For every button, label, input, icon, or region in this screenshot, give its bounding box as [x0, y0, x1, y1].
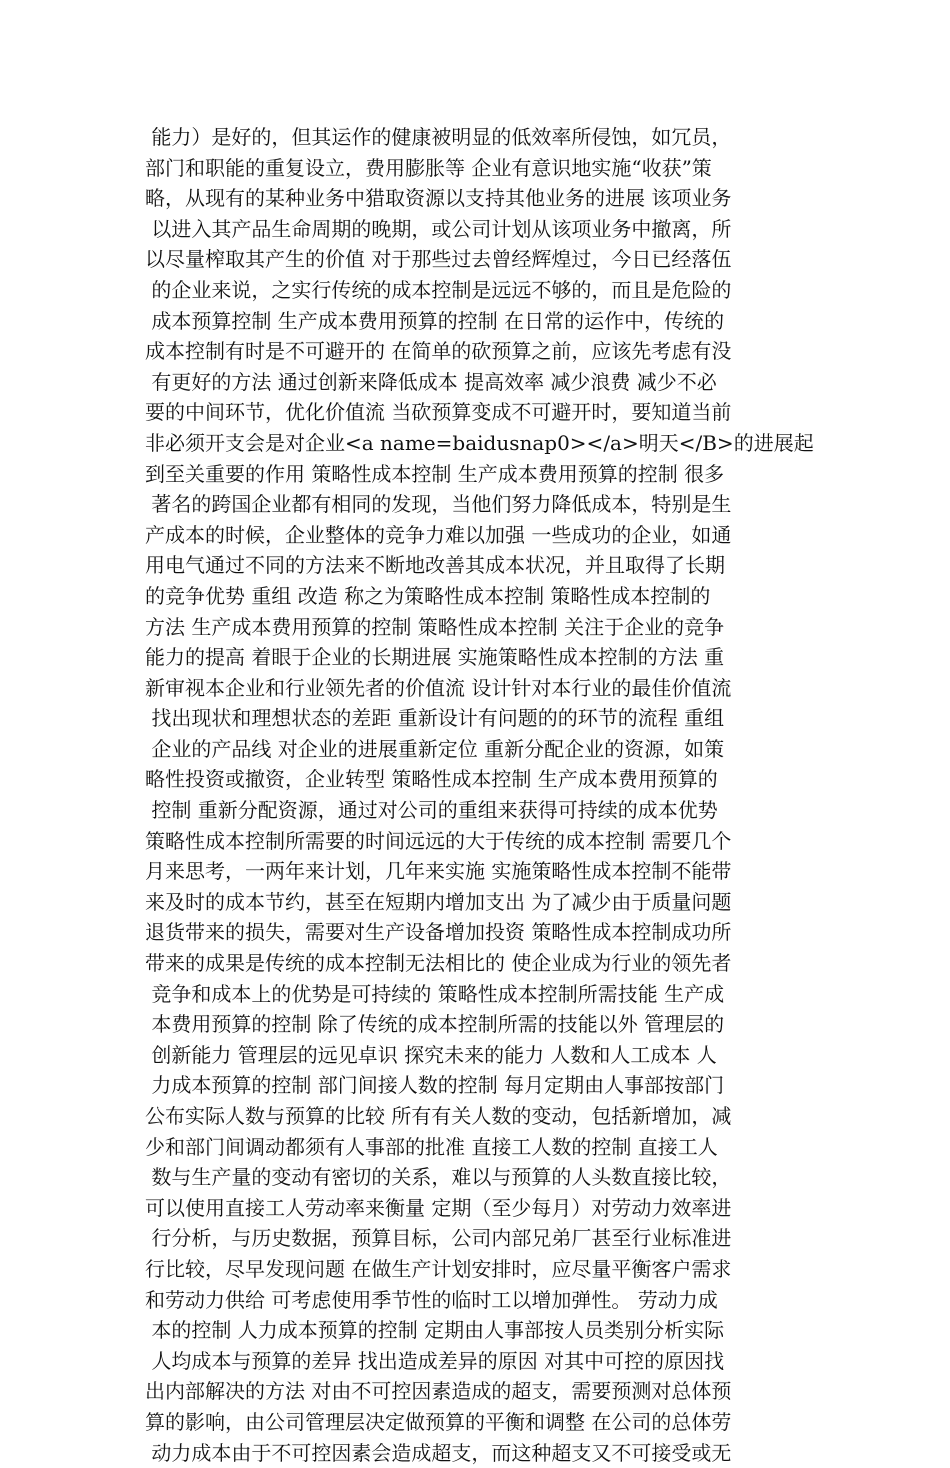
text-line: 行比较，尽早发现问题 在做生产计划安排时，应尽量平衡客户需求 — [145, 1256, 732, 1281]
text-line: 以进入其产品生命周期的晚期，或公司计划从该项业务中撤离，所 — [145, 216, 732, 241]
text-line: 用电气通过不同的方法来不断地改善其成本状况，并且取得了长期 — [145, 553, 725, 578]
text-line: 部门和职能的重复设立，费用膨胀等 企业有意识地实施“收获”策 — [145, 155, 712, 180]
text-line: 来及时的成本节约，甚至在短期内增加支出 为了减少由于质量问题 — [145, 889, 732, 914]
text-line: 可以使用直接工人劳动率来衡量 定期（至少每月）对劳动力效率进 — [145, 1195, 732, 1220]
text-line: 成本控制有时是不可避开的 在简单的砍预算之前，应该先考虑有没 — [145, 339, 732, 364]
text-line: 创新能力 管理层的远见卓识 探究未来的能力 人数和人工成本 人 — [145, 1042, 717, 1067]
text-line: 算的影响，由公司管理层决定做预算的平衡和调整 在公司的总体劳 — [145, 1409, 732, 1434]
text-line: 找出现状和理想状态的差距 重新设计有问题的的环节的流程 重组 — [145, 706, 725, 731]
text-line: 以尽量榨取其产生的价值 对于那些过去曾经辉煌过，今日已经落伍 — [145, 247, 732, 272]
text-line: 能力）是好的，但其运作的健康被明显的低效率所侵蚀，如冗员， — [145, 125, 732, 149]
text-line: 人均成本与预算的差异 找出造成差异的原因 对其中可控的原因找 — [145, 1348, 725, 1373]
text-line: 产成本的时候，企业整体的竞争力难以加强 一些成功的企业，如通 — [145, 522, 732, 547]
text-line: 方法 生产成本费用预算的控制 策略性成本控制 关注于企业的竞争 — [145, 614, 725, 639]
text-line: 公布实际人数与预算的比较 所有有关人数的变动，包括新增加，减 — [145, 1104, 732, 1128]
text-line: 和劳动力供给 可考虑使用季节性的临时工以增加弹性。 劳动力成 — [145, 1287, 718, 1312]
text-line: 略性投资或撤资，企业转型 策略性成本控制 生产成本费用预算的 — [145, 767, 718, 792]
text-line: 数与生产量的变动有密切的关系，难以与预算的人头数直接比较， — [145, 1165, 732, 1190]
text-line: 力成本预算的控制 部门间接人数的控制 每月定期由人事部按部门 — [145, 1073, 725, 1098]
text-line: 企业的产品线 对企业的进展重新定位 重新分配企业的资源，如策 — [145, 736, 725, 761]
text-line: 动力成本由于不可控因素会造成超支，而这种超支又不可接受或无 — [145, 1440, 732, 1465]
text-line: 的竞争优势 重组 改造 称之为策略性成本控制 策略性成本控制的 — [145, 583, 711, 608]
text-line: 竞争和成本上的优势是可持续的 策略性成本控制所需技能 生产成 — [145, 981, 725, 1006]
text-line: 有更好的方法 通过创新来降低成本 提高效率 减少浪费 减少不必 — [145, 369, 717, 394]
text-line: 要的中间环节，优化价值流 当砍预算变成不可避开时，要知道当前 — [145, 400, 732, 425]
text-line: 本的控制 人力成本预算的控制 定期由人事部按人员类别分析实际 — [145, 1318, 725, 1343]
text-line: 成本预算控制 生产成本费用预算的控制 在日常的运作中，传统的 — [145, 308, 725, 333]
text-line: 策略性成本控制所需要的时间远远的大于传统的成本控制 需要几个 — [145, 828, 732, 853]
text-line: 行分析，与历史数据，预算目标，公司内部兄弟厂甚至行业标准进 — [145, 1226, 732, 1251]
text-line: 能力的提高 着眼于企业的长期进展 实施策略性成本控制的方法 重 — [145, 645, 725, 670]
text-line: 著名的跨国企业都有相同的发现，当他们努力降低成本，特别是生 — [145, 492, 732, 517]
text-line: 带来的成果是传统的成本控制无法相比的 使企业成为行业的领先者 — [145, 951, 732, 976]
body-text — [145, 122, 814, 1468]
text-line: 到至关重要的作用 策略性成本控制 生产成本费用预算的控制 很多 — [145, 461, 725, 486]
text-line: 的企业来说，之实行传统的成本控制是远远不够的，而且是危险的 — [145, 277, 732, 302]
text-line: 非必须开支会是对企业<a name=baidusnap0></a>明天</B>的进展起 — [145, 430, 814, 455]
text-line: 控制 重新分配资源，通过对公司的重组来获得可持续的成本优势 — [145, 798, 718, 823]
text-line: 略，从现有的某种业务中猎取资源以支持其他业务的进展 该项业务 — [145, 186, 732, 211]
text-line: 少和部门间调动都须有人事部的批准 直接工人数的控制 直接工人 — [145, 1134, 718, 1159]
text-line: 新审视本企业和行业领先者的价值流 设计针对本行业的最佳价值流 — [145, 675, 732, 700]
text-line: 月来思考，一两年来计划，几年来实施 实施策略性成本控制不能带 — [145, 859, 732, 884]
text-line: 退货带来的损失，需要对生产设备增加投资 策略性成本控制成功所 — [145, 920, 732, 945]
text-line: 本费用预算的控制 除了传统的成本控制所需的技能以外 管理层的 — [145, 1012, 725, 1037]
text-line: 出内部解决的方法 对由不可控因素造成的超支，需要预测对总体预 — [145, 1379, 732, 1404]
